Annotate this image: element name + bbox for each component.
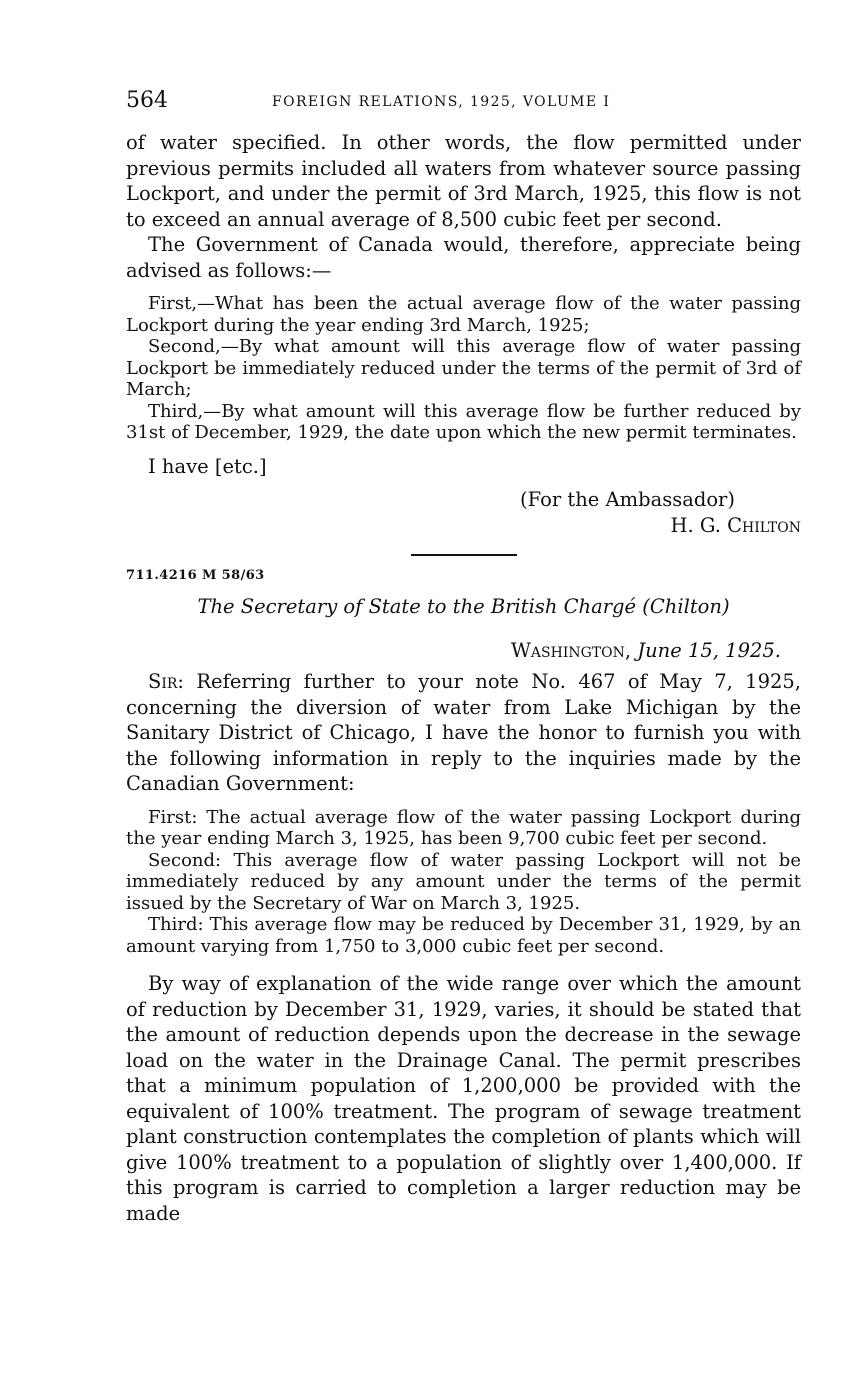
letter2-answer-3: Third: This average flow may be reduced by December 31, 1929, by an amount varying from 1,750 to 3,000 cubic feet per second.: [126, 914, 801, 957]
letter1-question-2: Second,—By what amount will this average flow of water passing Lockport be immediately reduced under the terms of the permit of 3rd of March;: [126, 336, 801, 400]
letter1-signature: [126, 487, 801, 538]
document-title: The Secretary of State to the British Chargé (Chilton): [197, 595, 730, 618]
section-divider: [411, 554, 517, 556]
document-page: [126, 86, 801, 1226]
file-number: 711.4216 M 58/63: [126, 568, 265, 583]
signature-for-line: (For the Ambassador): [520, 488, 735, 511]
letter2-answer-1: First: The actual average flow of the water passing Lockport during the year ending March 3, 1925, has been 9,700 cubic feet per second.: [126, 806, 801, 849]
running-header-title: FOREIGN RELATIONS, 1925, VOLUME I: [272, 94, 611, 110]
letter1-question-1: First,—What has been the actual average flow of the water passing Lockport during the year ending 3rd March, 1925;: [126, 293, 801, 336]
letter1-paragraph-1: of water specified. In other words, the flow permitted under previous permits included all waters from whatever source passing Lockport, and under the permit of 3rd March, 1925, this flow is not to exceed an annual average of 8,500 cubic feet per second.: [126, 131, 801, 231]
page-number: 564: [126, 88, 168, 113]
letter2-paragraph-1-text: Referring further to your note No. 467 of May 7, 1925, concerning the diversion of water from Lake Michigan by the Sanitary District of Chicago, I have the honor to furnish you with the following information in reply to the inquiries made by the Canadian Government:: [126, 670, 801, 795]
dateline-date: June 15, 1925.: [637, 639, 781, 662]
salutation: Sir:: [148, 670, 184, 693]
dateline: [126, 637, 801, 665]
letter1-question-3: Third,—By what amount will this average flow be further reduced by 31st of December, 1929, the date upon which the new permit terminates.: [126, 400, 801, 443]
dateline-place: Washington,: [510, 639, 632, 662]
letter1-paragraph-2: The Government of Canada would, therefore, appreciate being advised as follows:—: [126, 233, 801, 282]
signature-name: H. G. Chilton: [670, 513, 801, 537]
running-header: [126, 86, 801, 116]
letter2-paragraph-1: [126, 669, 801, 797]
letter2-answer-2: Second: This average flow of water passing Lockport will not be immediately reduced by any amount under the terms of the permit issued by the Secretary of War on March 3, 1925.: [126, 849, 801, 914]
letter1-closing: I have [etc.]: [148, 454, 267, 478]
letter2-paragraph-2: By way of explanation of the wide range over which the amount of reduction by December 31, 1929, varies, it should be stated that the amount of reduction depends upon the decrease in the sewage load on the water in the Drainage Canal. The permit prescribes that a minimum population of 1,200,000 be provided with the equivalent of 100% treatment. The program of sewage treatment plant construction contemplates the completion of plants which will give 100% treatment to a population of slightly over 1,400,000. If this program is carried to completion a larger reduction may be made: [126, 972, 801, 1225]
